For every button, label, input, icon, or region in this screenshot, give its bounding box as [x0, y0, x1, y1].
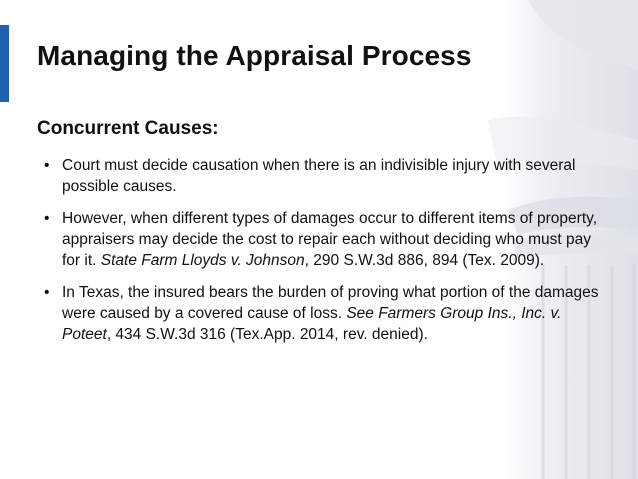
accent-bar [0, 25, 9, 102]
bullet-icon: • [44, 284, 50, 301]
citation-reporter: , 434 S.W.3d 316 (Tex.App. 2014, rev. denied). [106, 326, 428, 343]
bullet-item [44, 208, 604, 271]
section-heading: Concurrent Causes: [37, 118, 219, 139]
case-citation: State Farm Lloyds v. Johnson [100, 252, 305, 269]
bullet-item [44, 155, 604, 197]
bullet-text: However, when different types of damages occur to different items of property, appraisers may decide the cost to repair each without deciding who must pay for it. [62, 210, 598, 269]
slide-title: Managing the Appraisal Process [37, 40, 472, 71]
bullet-text: Court must decide causation when there is an indivisible injury with several possible causes. [62, 157, 576, 195]
citation-reporter: , 290 S.W.3d 886, 894 (Tex. 2009). [304, 252, 545, 269]
bullet-text: In Texas, the insured bears the burden of proving what portion of the damages were caused by a covered cause of loss. [62, 284, 599, 322]
bullet-item [44, 282, 604, 345]
bullet-list [44, 155, 604, 356]
bullet-icon: • [44, 210, 50, 227]
case-citation: See Farmers Group Ins., Inc. v. Poteet [62, 305, 562, 343]
bullet-icon: • [44, 157, 50, 174]
